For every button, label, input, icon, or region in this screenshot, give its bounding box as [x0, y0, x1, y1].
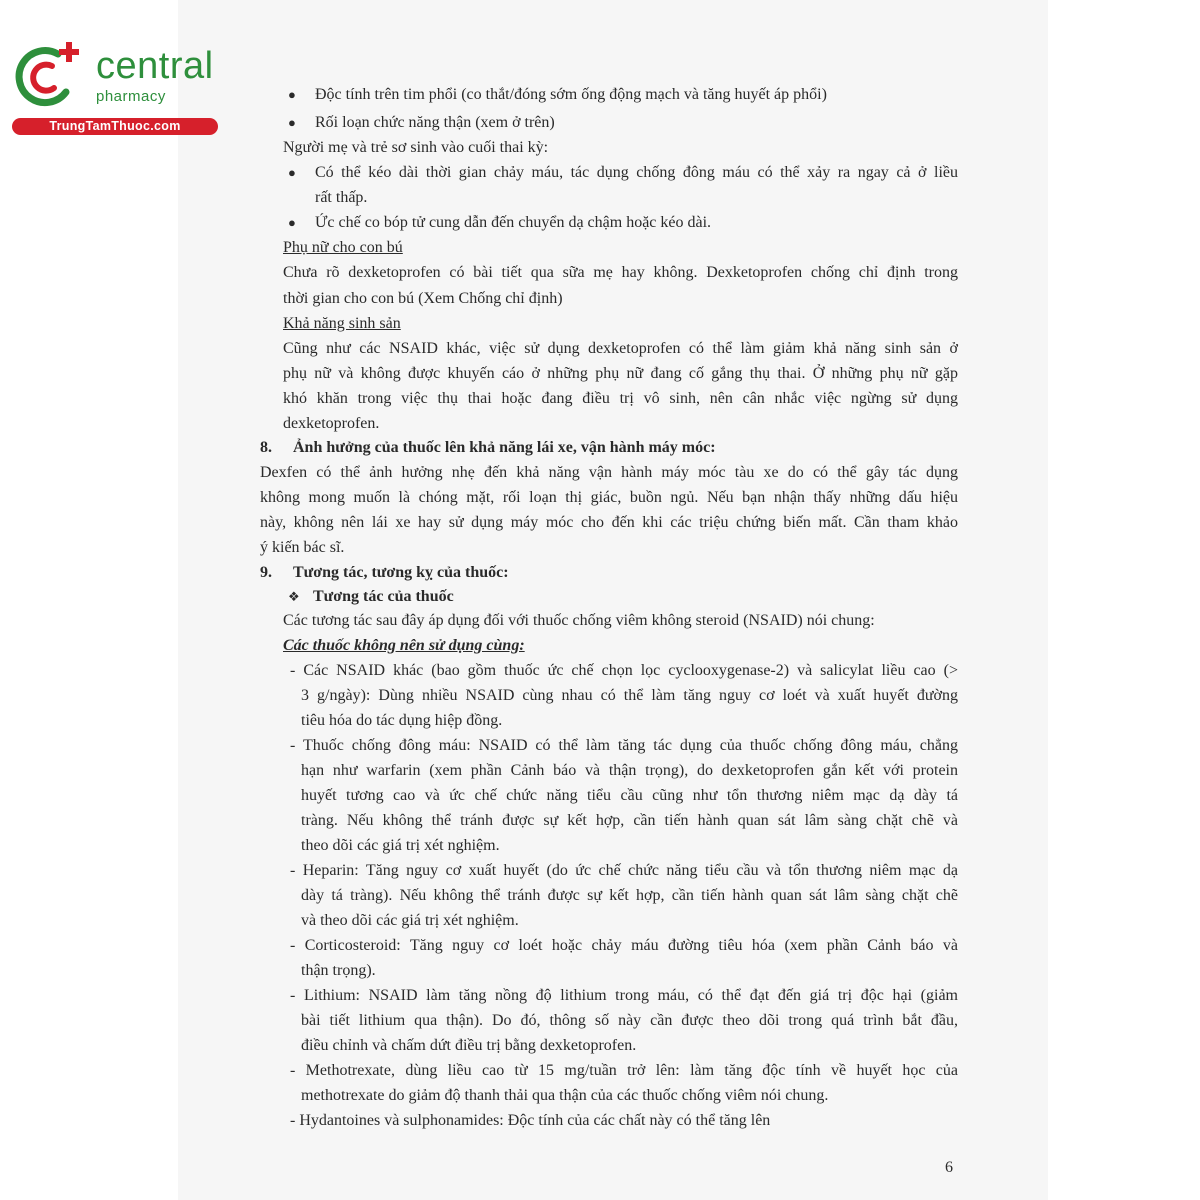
paragraph-line: phụ nữ và không được khuyến cáo ở những phụ nữ đang cố gắng thụ thai. Ở những phụ nữ gặp	[283, 365, 958, 382]
paragraph-line: khó khăn trong việc thụ thai hoặc đang điều trị vô sinh, nên cân nhắc việc ngừng sử dụng	[283, 390, 958, 407]
paragraph-line: và theo dõi các giá trị xét nghiệm.	[301, 912, 519, 929]
paragraph-line: không mong muốn là chóng mặt, rối loạn thị giác, buồn ngủ. Nếu bạn nhận thấy những dấu hiệu	[260, 489, 958, 506]
paragraph-line: - Thuốc chống đông máu: NSAID có thể làm tăng tác dụng của thuốc chống đông máu, chẳng	[290, 737, 958, 754]
paragraph-line: - Corticosteroid: Tăng nguy cơ loét hoặc chảy máu đường tiêu hóa (xem phần Cảnh báo và	[290, 937, 958, 954]
subheading: Phụ nữ cho con bú	[283, 239, 403, 256]
subheading: Khả năng sinh sản	[283, 315, 401, 332]
paragraph-line: bài tiết lithium qua thận). Do đó, thông số này cần được theo dõi trong quá trình bắt đầu,	[301, 1012, 958, 1029]
logo-brand-subtitle: pharmacy	[96, 88, 166, 105]
paragraph-line: Các tương tác sau đây áp dụng đối với thuốc chống viêm không steroid (NSAID) nói chung:	[283, 612, 875, 629]
logo-brand-name: central	[96, 45, 214, 87]
bullet-item-text: Có thể kéo dài thời gian chảy máu, tác dụng chống đông máu có thể xảy ra ngay cả ở liều	[315, 164, 958, 181]
section-heading: 8.	[260, 439, 272, 456]
paragraph-line: điều chỉnh và chấm dứt điều trị bằng dexketoprofen.	[301, 1037, 637, 1054]
section-heading: Tương tác của thuốc	[313, 588, 454, 605]
section-heading: 9.	[260, 564, 272, 581]
paragraph-line: Chưa rõ dexketoprofen có bài tiết qua sữa mẹ hay không. Dexketoprofen chống chỉ định trong	[283, 264, 958, 281]
bullet-item-text: Ức chế co bóp tử cung dẫn đến chuyển dạ chậm hoặc kéo dài.	[315, 214, 712, 231]
paragraph-line: 3 g/ngày): Dùng nhiều NSAID cùng nhau có thể làm tăng nguy cơ loét và xuất huyết đường	[301, 687, 958, 704]
paragraph-line: tiêu hóa do tác dụng hiệp đồng.	[301, 712, 503, 729]
paragraph-line: Dexfen có thể ảnh hưởng nhẹ đến khả năng vận hành máy móc tàu xe do có thể gây tác dụng	[260, 464, 958, 481]
paragraph-line: - Heparin: Tăng nguy cơ xuất huyết (do ức chế chức năng tiểu cầu và tổn thương niêm mạc dạ	[290, 862, 958, 879]
paragraph-line: - Methotrexate, dùng liều cao từ 15 mg/tuần trở lên: làm tăng độc tính về huyết học của	[290, 1062, 958, 1079]
diamond-bullet-icon: ❖	[288, 589, 300, 604]
paragraph-line: thời gian cho con bú (Xem Chống chỉ định)	[283, 290, 563, 307]
paragraph-line: Cũng như các NSAID khác, việc sử dụng dexketoprofen có thể làm giảm khả năng sinh sản ở	[283, 340, 958, 357]
paragraph-line: ý kiến bác sĩ.	[260, 539, 345, 556]
bullet-marker: ●	[288, 215, 296, 230]
paragraph-line: này, không nên lái xe hay sử dụng máy móc cho đến khi các triệu chứng biến mất. Cần tham khảo	[260, 514, 958, 531]
paragraph-line: - Hydantoines và sulphonamides: Độc tính của các chất này có thể tăng lên	[290, 1112, 771, 1129]
paragraph-line: tràng. Nếu không thể tránh được sự kết hợp, cần tiến hành quan sát lâm sàng chặt chẽ và	[301, 812, 958, 829]
bullet-marker: ●	[288, 165, 296, 180]
logo-website-url: TrungTamThuoc.com	[12, 118, 218, 135]
page-number: 6	[945, 1159, 953, 1176]
paragraph-line: rất thấp.	[315, 189, 368, 206]
subheading: Các thuốc không nên sử dụng cùng:	[283, 637, 525, 654]
paragraph-line: hạn như warfarin (xem phần Cảnh báo và thận trọng), do dexketoprofen gắn kết với protein	[301, 762, 958, 779]
bullet-item-text: Độc tính trên tim phổi (co thắt/đóng sớm ống động mạch và tăng huyết áp phổi)	[315, 86, 827, 103]
paragraph-line: methotrexate do giảm độ thanh thải qua thận của các thuốc chống viêm nói chung.	[301, 1087, 829, 1104]
paragraph-line: huyết tương cao và ức chế chức năng tiểu cầu cũng như tổn thương niêm mạc dạ dày tá	[301, 787, 958, 804]
section-heading: Ảnh hưởng của thuốc lên khả năng lái xe, vận hành máy móc:	[293, 439, 716, 456]
section-heading: Tương tác, tương kỵ của thuốc:	[293, 564, 509, 581]
logo-mark-icon	[10, 40, 90, 112]
paragraph-line: thận trọng).	[301, 962, 376, 979]
bullet-marker: ●	[288, 115, 296, 130]
paragraph-line: theo dõi các giá trị xét nghiệm.	[301, 837, 500, 854]
paragraph-line: - Lithium: NSAID làm tăng nồng độ lithium trong máu, có thể đạt đến giá trị độc hại (giảm	[290, 987, 958, 1004]
central-pharmacy-logo	[10, 38, 215, 138]
bullet-item-text: Rối loạn chức năng thận (xem ở trên)	[315, 114, 555, 131]
bullet-marker: ●	[288, 87, 296, 102]
paragraph-line: Người mẹ và trẻ sơ sinh vào cuối thai kỳ:	[283, 139, 549, 156]
paragraph-line: dày tá tràng). Nếu không thể tránh được sự kết hợp, cần tiến hành quan sát lâm sàng chặt chẽ	[301, 887, 958, 904]
paragraph-line: dexketoprofen.	[283, 415, 380, 432]
paragraph-line: - Các NSAID khác (bao gồm thuốc ức chế chọn lọc cyclooxygenase-2) và salicylat liều cao (>	[290, 662, 958, 679]
